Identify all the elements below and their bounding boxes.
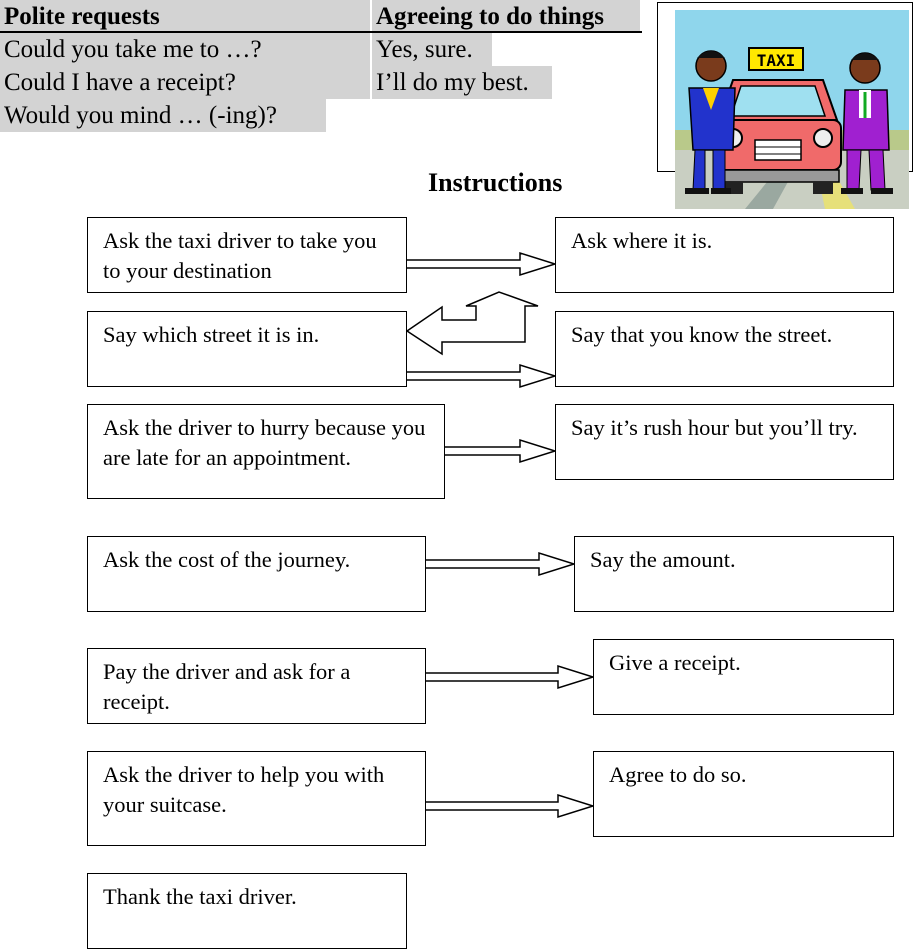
polite-request: Would you mind … (-ing)? <box>0 99 326 132</box>
agreeing-phrase: I’ll do my best. <box>372 66 552 99</box>
polite-request: Could I have a receipt? <box>0 66 370 99</box>
polite-request: Could you take me to …? <box>0 33 370 66</box>
arrow-right <box>406 253 555 275</box>
agreeing-phrase: Yes, sure. <box>372 33 492 66</box>
instruction-box-right: Say the amount. <box>574 536 894 612</box>
instruction-box-right: Say that you know the street. <box>555 311 894 387</box>
instruction-box-right: Give a receipt. <box>593 639 894 715</box>
instruction-box-final: Thank the taxi driver. <box>87 873 407 949</box>
instruction-box-right: Say it’s rush hour but you’ll try. <box>555 404 894 480</box>
arrow-right <box>425 666 593 688</box>
instruction-box-left: Say which street it is in. <box>87 311 407 387</box>
arrow-right <box>425 553 574 575</box>
instruction-box-right: Ask where it is. <box>555 217 894 293</box>
instruction-box-left: Ask the taxi driver to take you to your destination <box>87 217 407 293</box>
arrow-right <box>425 795 593 817</box>
arrow-back-up-left <box>407 292 538 354</box>
instructions-title: Instructions <box>428 168 563 197</box>
arrow-right <box>406 365 555 387</box>
instruction-box-right: Agree to do so. <box>593 751 894 837</box>
instruction-box-left: Ask the cost of the journey. <box>87 536 426 612</box>
instruction-box-left: Ask the driver to hurry because you are late for an appointment. <box>87 404 445 499</box>
instruction-box-left: Ask the driver to help you with your suitcase. <box>87 751 426 846</box>
header-polite-requests: Polite requests <box>0 0 370 33</box>
arrow-right <box>444 440 555 462</box>
instruction-box-left: Pay the driver and ask for a receipt. <box>87 648 426 724</box>
header-agreeing: Agreeing to do things <box>372 0 640 33</box>
taxi-sign: TAXI <box>756 51 796 70</box>
